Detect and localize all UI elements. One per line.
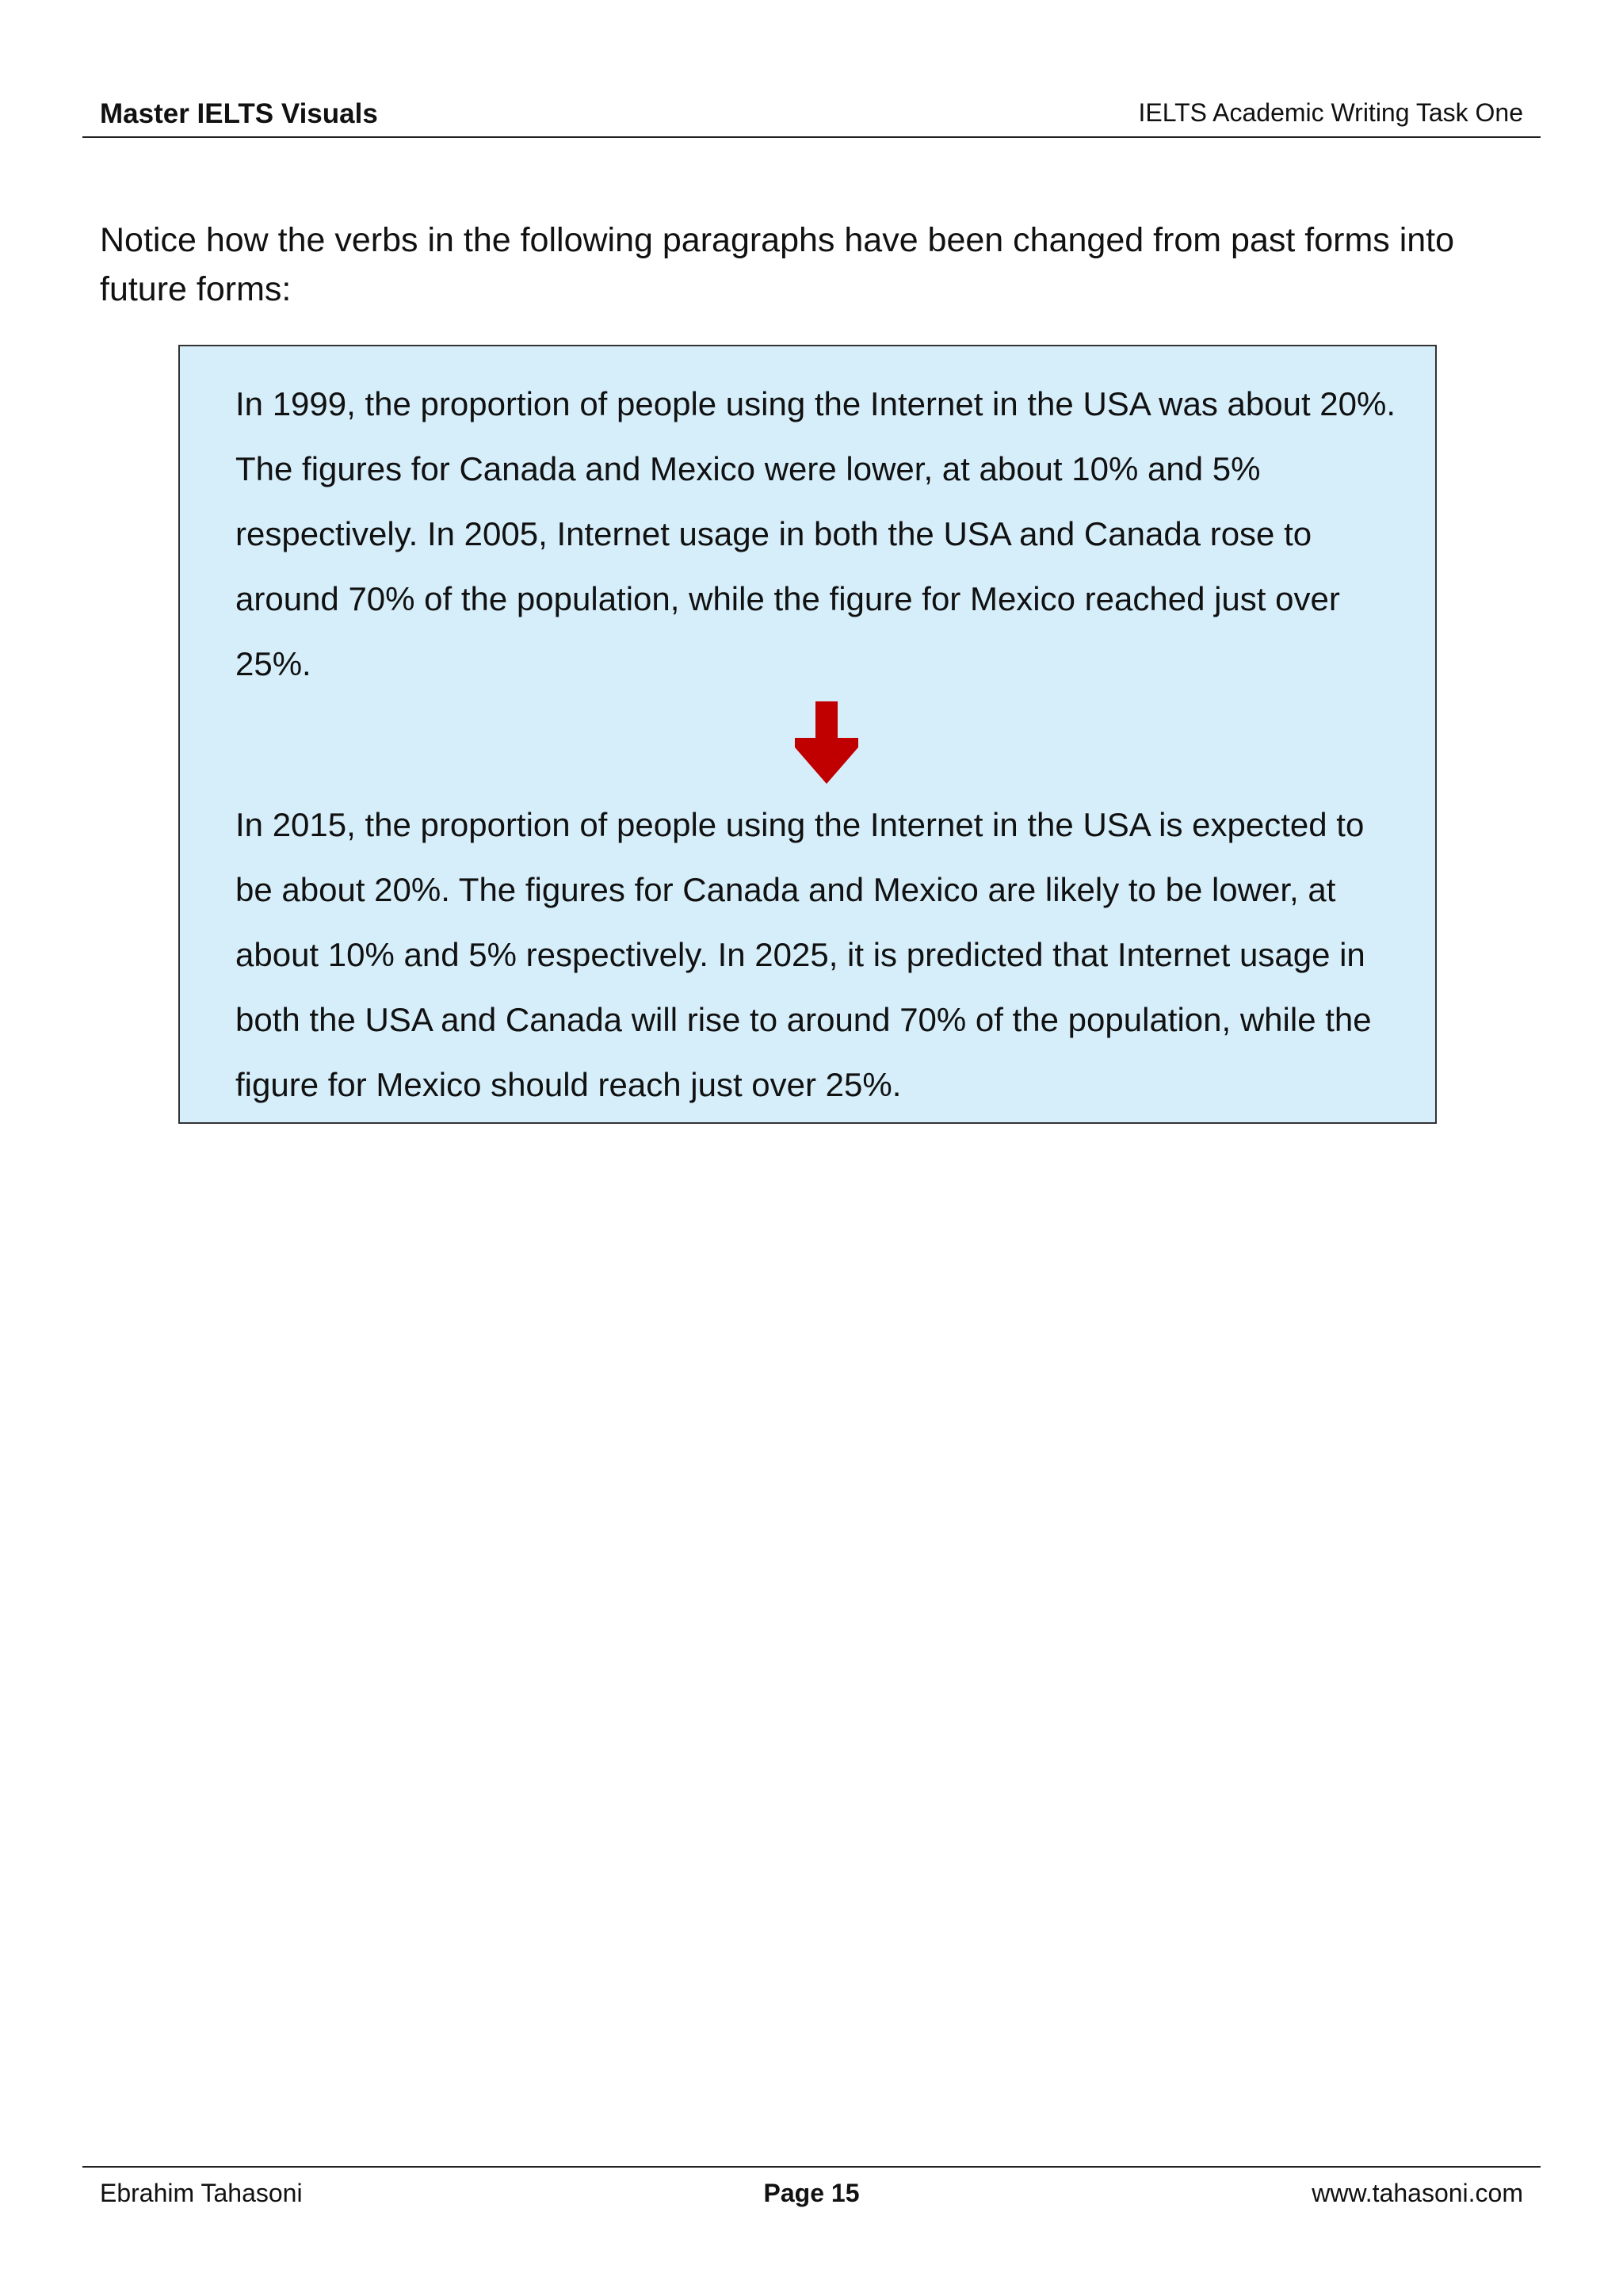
website-url: www.tahasoni.com xyxy=(1312,2179,1523,2207)
example-box xyxy=(178,345,1437,1124)
section-title: IELTS Academic Writing Task One xyxy=(1138,98,1523,127)
book-title: Master IELTS Visuals xyxy=(100,98,378,129)
page-footer xyxy=(82,2166,1541,2215)
author-name: Ebrahim Tahasoni xyxy=(100,2179,303,2207)
past-tense-paragraph: In 1999, the proportion of people using the Internet in the USA was about 20%. The figures for Canada and Mexico were lower, at about 10% and 5% respectively. In 2005, Internet usage in both the USA and Canada rose to around 70% of the population, while the figure for Mexico reached just over 25%. xyxy=(235,385,1396,682)
future-tense-paragraph: In 2015, the proportion of people using the Internet in the USA is expected to be about 20%. The figures for Canada and Mexico are likely to be lower, at about 10% and 5% respectively. In 2025, it is predicted that Internet usage in both the USA and Canada will rise to around 70% of the population, while the figure for Mexico should reach just over 25%. xyxy=(235,806,1372,1103)
down-arrow-icon xyxy=(795,701,858,784)
intro-text: Notice how the verbs in the following paragraphs have been changed from past forms into future forms: xyxy=(100,221,1455,308)
page-header xyxy=(82,98,1541,138)
page-number: Page 15 xyxy=(763,2179,860,2207)
